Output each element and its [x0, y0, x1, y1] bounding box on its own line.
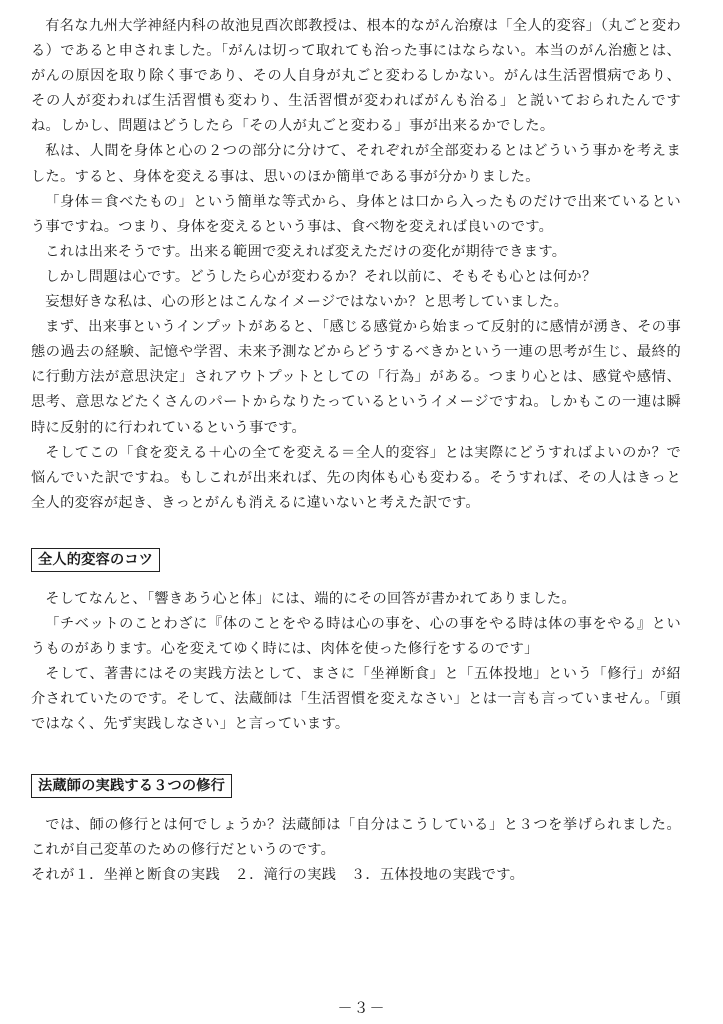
paragraph: 有名な九州大学神経内科の故池見酉次郎教授は、根本的ながん治療は「全人的変容」（丸ごと変わる）であると申されました。「がんは切って取れても治った事にはならない。本当のがん治癒とは、がんの原因を取り除く事であり、その人自身が丸ごと変わるしかない。がんは生活習慣病であり、その人が変われば生活習慣も変わり、生活習慣が変わればがんも治る」と説いておられたんですね。しかし、問題はどうしたら「その人が丸ごと変わる」事が出来るかでした。 — [31, 18, 681, 135]
section-heading-wrap — [31, 774, 681, 799]
document-page — [31, 14, 681, 888]
section-body — [31, 813, 681, 888]
section-heading-wrap — [31, 548, 681, 573]
paragraph: 私は、人間を身体と心の２つの部分に分けて、それぞれが全部変わるとはどういう事かを考えました。すると、身体を変える事は、思いのほか簡単である事が分かりました。 — [31, 143, 681, 185]
section-body — [31, 587, 681, 738]
paragraph: そしてなんと、「響きあう心と体」には、端的にその回答が書かれてありました。 — [45, 590, 576, 607]
section-heading: 全人的変容のコツ — [31, 548, 160, 572]
paragraph: そして、著書にはその実践方法として、まさに「坐禅断食」と「五体投地」という「修行」が紹介されていたのです。そして、法蔵師は「生活習慣を変えなさい」とは一言も言っていません。「頭ではなく、先ず実践しなさい」と言っています。 — [31, 666, 681, 733]
paragraph: これは出来そうです。出来る範囲で変えれば変えただけの変化が期待できます。 — [45, 243, 567, 260]
intro-section — [31, 14, 681, 516]
section-heading: 法蔵師の実践する３つの修行 — [31, 774, 232, 798]
paragraph: 「チベットのことわざに『体のことをやる時は心の事を、心の事をやる時は体の事をやる』というものがあります。心を変えてゆく時には、肉体を使った修行をするのです」 — [31, 616, 681, 658]
page-number: －３－ — [337, 999, 386, 1017]
list-line: それが１．坐禅と断食の実践 ２．滝行の実践 ３．五体投地の実践です。 — [31, 866, 525, 883]
paragraph: そしてこの「食を変える＋心の全てを変える＝全人的変容」とは実際にどうすればよいのか？で悩んでいた訳ですね。もしこれが出来れば、先の肉体も心も変わる。そうすれば、その人はきっと全人的変容が起き、きっとがんも消えるに違いないと考えた訳です。 — [31, 444, 681, 511]
paragraph: しかし問題は心です。どうしたら心が変わるか？それ以前に、そもそも心とは何か？ — [45, 268, 597, 285]
paragraph: では、師の修行とは何でしょうか？法蔵師は「自分はこうしている」と３つを挙げられました。これが自己変革のための修行だというのです。 — [31, 816, 681, 858]
paragraph: 「身体＝食べたもの」という簡単な等式から、身体とは口から入ったものだけで出来ているという事ですね。つまり、身体を変えるという事は、食べ物を変えれば良いのです。 — [31, 193, 681, 235]
paragraph: 妄想好きな私は、心の形とはこんなイメージではないか？と思考していました。 — [45, 294, 569, 311]
paragraph: まず、出来事というインプットがあると、「感じる感覚から始まって反射的に感情が湧き、その事態の過去の経験、記憶や学習、未来予測などからどうするべきかという一連の思考が生じ、最終的に行動方法が意思決定」されアウトプットとしての「行為」がある。つまり心とは、感覚や感情、思考、意思などたくさんのパートからなりたっているというイメージですね。しかもこの一連は瞬時に反射的に行われているという事です。 — [31, 319, 681, 436]
